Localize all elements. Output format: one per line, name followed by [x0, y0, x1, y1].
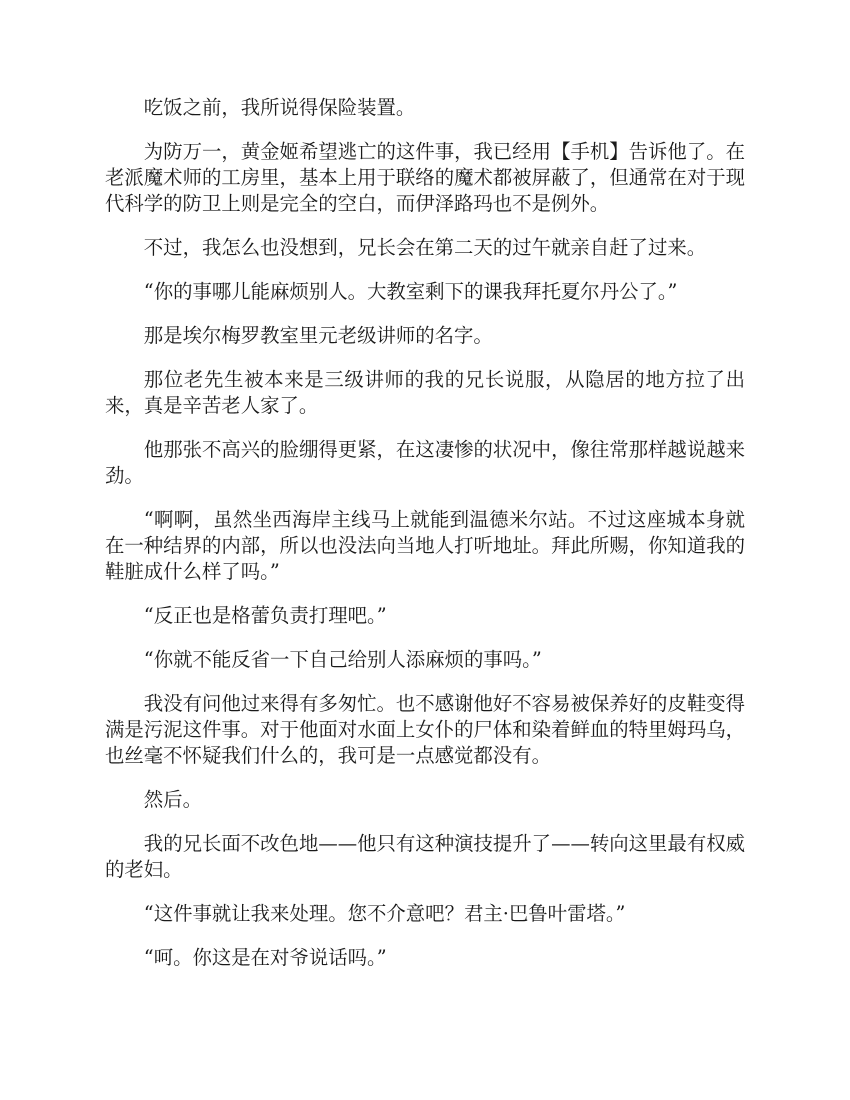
paragraph: 不过，我怎么也没想到，兄长会在第二天的过午就亲自赶了过来。 [143, 236, 707, 259]
paragraph: 为防万一，黄金姬希望逃亡的这件事，我已经用【手机】告诉他了。在老派魔术师的工房里，基本上用于联络的魔术都被屏蔽了，但通常在对于现代科学的防卫上则是完全的空白，而伊泽路玛也不是例外。 [105, 140, 745, 215]
paragraph: “啊啊，虽然坐西海岸主线马上就能到温德米尔站。不过这座城本身就在一种结界的内部，所以也没法向当地人打听地址。拜此所赐，你知道我的鞋脏成什么样了吗。” [105, 508, 745, 583]
document-body [105, 95, 745, 989]
paragraph: “反正也是格蕾负责打理吧。” [143, 604, 387, 627]
paragraph: “你就不能反省一下自己给别人添麻烦的事吗。” [143, 648, 542, 671]
paragraph: 那是埃尔梅罗教室里元老级讲师的名字。 [143, 324, 493, 347]
paragraph: “这件事就让我来处理。您不介意吧？君主·巴鲁叶雷塔。” [143, 902, 626, 925]
paragraph: 我的兄长面不改色地——他只有这种演技提升了——转向这里最有权威的老妇。 [105, 832, 745, 881]
paragraph: 然后。 [143, 788, 202, 811]
paragraph: 那位老先生被本来是三级讲师的我的兄长说服，从隐居的地方拉了出来，真是辛苦老人家了。 [105, 368, 745, 417]
paragraph: 我没有问他过来得有多匆忙。也不感谢他好不容易被保养好的皮鞋变得满是污泥这件事。对于他面对水面上女仆的尸体和染着鲜血的特里姆玛乌，也丝毫不怀疑我们什么的，我可是一点感觉都没有。 [105, 692, 745, 767]
paragraph: “你的事哪儿能麻烦别人。大教室剩下的课我拜托夏尔丹公了。” [143, 280, 678, 303]
paragraph: 吃饭之前，我所说得保险装置。 [143, 96, 416, 119]
paragraph: 他那张不高兴的脸绷得更紧，在这凄惨的状况中，像往常那样越说越来劲。 [105, 438, 745, 487]
paragraph: “呵。你这是在对爷说话吗。” [143, 946, 387, 969]
